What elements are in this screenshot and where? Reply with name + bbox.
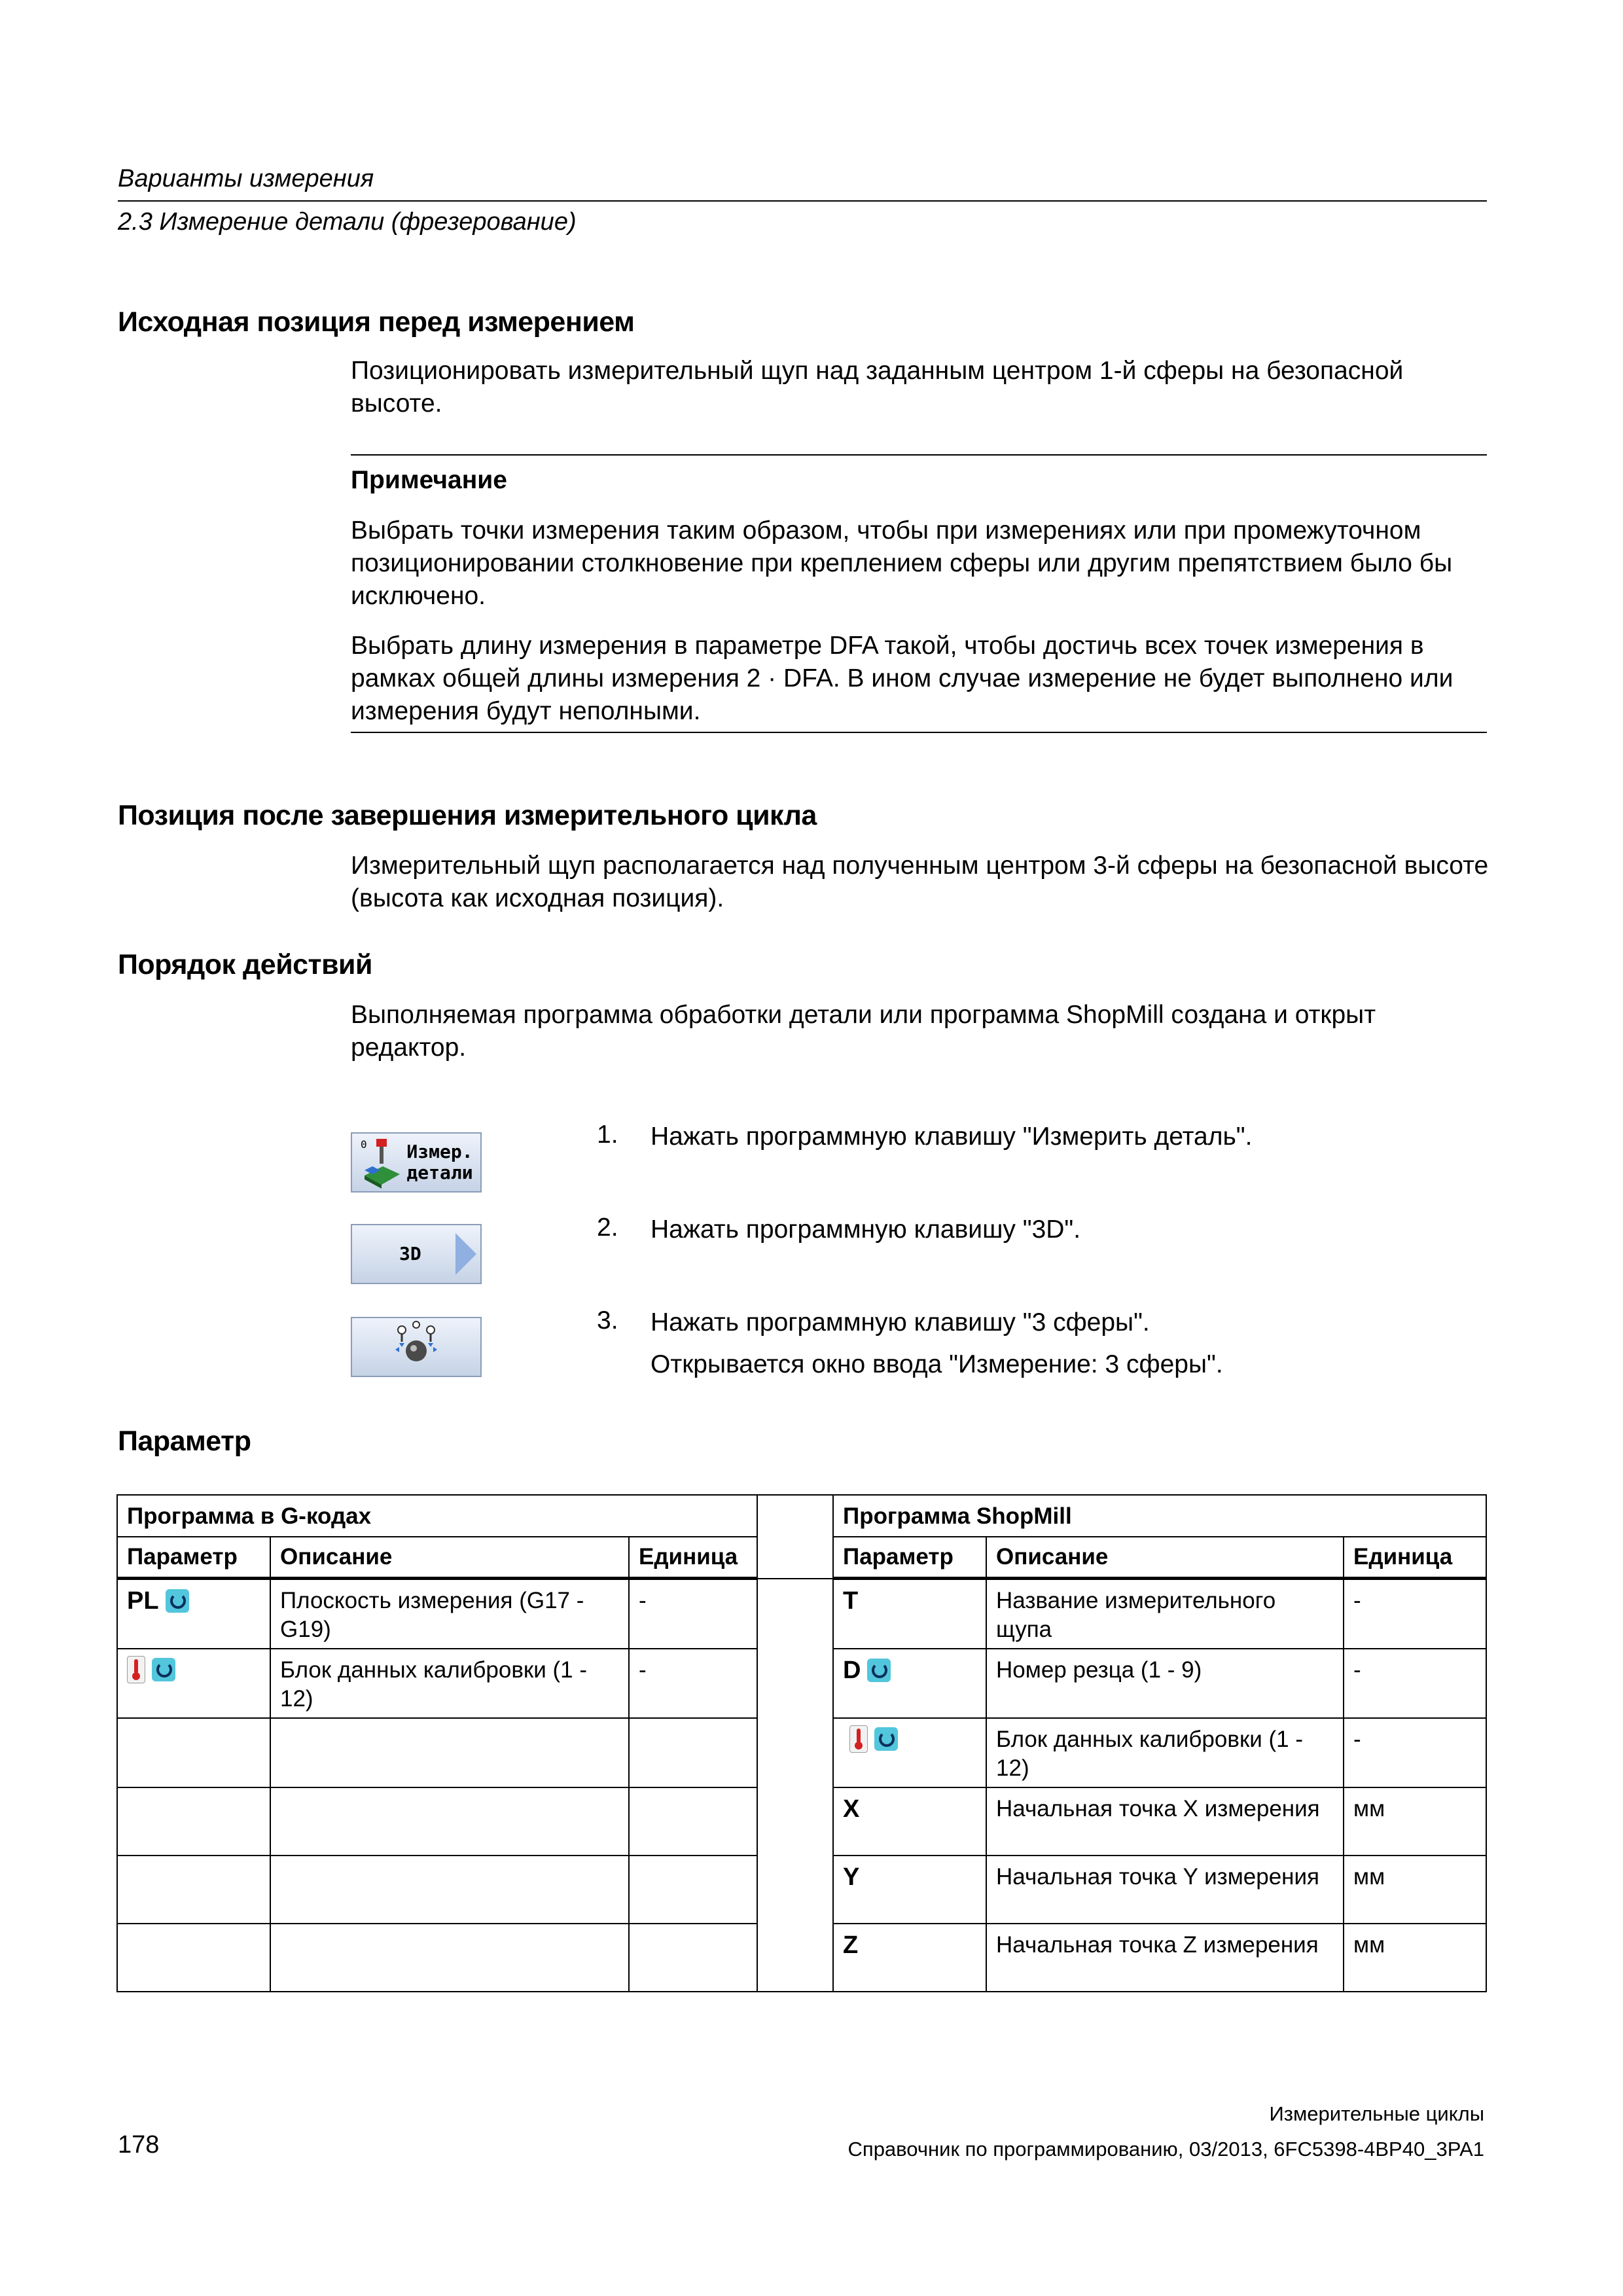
step-3-number: 3.: [597, 1306, 618, 1335]
cycle-toggle-icon: [874, 1727, 898, 1751]
shopmill-calib-unit: -: [1344, 1718, 1486, 1787]
param-pl-unit: -: [629, 1579, 757, 1649]
param-t: T: [843, 1587, 859, 1615]
three-spheres-icon: [390, 1321, 442, 1373]
param-z: Z: [843, 1931, 859, 1959]
heading-start-position: Исходная позиция перед измерением: [118, 306, 635, 338]
note-paragraph-1: Выбрать точки измерения таким образом, чтобы при измерениях или при промежуточном позиционировании столкновение при креплением сферы или другим препятствием было бы исключено.: [351, 516, 1453, 610]
softkey-measure-workpiece[interactable]: [351, 1132, 482, 1193]
table-row: [117, 1579, 1486, 1649]
shopmill-calib-desc: Блок данных калибровки (1 - 12): [986, 1718, 1344, 1787]
step-2-text: Нажать программную клавишу "3D".: [651, 1215, 1081, 1244]
running-header-chapter: Варианты измерения: [118, 165, 374, 192]
svg-text:0: 0: [361, 1138, 368, 1151]
note-paragraph-2: Выбрать длину измерения в параметре DFA такой, чтобы достичь всех точек измерения в рамках общей длины измерения 2 · DFA. В ином случае измерение не будет выполнено или измерения будут неполными.: [351, 632, 1454, 725]
param-x-unit: мм: [1344, 1787, 1486, 1856]
gcode-col-unit: Единица: [629, 1537, 757, 1579]
heading-procedure: Порядок действий: [118, 949, 372, 980]
param-y-desc: Начальная точка Y измерения: [986, 1856, 1344, 1924]
after-cycle-text: Измерительный щуп располагается над полученным центром 3-й сферы на безопасной высоте (высота как исходная позиция).: [351, 852, 1489, 912]
arrow-right-icon: [453, 1228, 479, 1280]
cycle-toggle-icon: [152, 1658, 175, 1681]
param-pl-desc: Плоскость измерения (G17 - G19): [270, 1579, 629, 1649]
step-1-text: Нажать программную клавишу "Измерить деталь".: [651, 1122, 1253, 1151]
note-rule-top: [351, 454, 1487, 456]
softkey-3d[interactable]: [351, 1224, 482, 1284]
step-1-number: 1.: [597, 1121, 618, 1149]
softkey-measure-line1: Измер.: [406, 1141, 473, 1162]
param-t-desc: Название измерительного щупа: [986, 1579, 1344, 1649]
softkey-3-spheres[interactable]: [351, 1317, 482, 1377]
parameter-table: [116, 1494, 1487, 1992]
gcode-col-desc: Описание: [270, 1537, 629, 1579]
param-z-unit: мм: [1344, 1924, 1486, 1992]
softkey-3d-label: 3D: [399, 1243, 421, 1265]
cycle-toggle-icon: [867, 1659, 891, 1682]
shopmill-col-unit: Единица: [1344, 1537, 1486, 1579]
shopmill-col-desc: Описание: [986, 1537, 1344, 1579]
step-3-result: Открывается окно ввода "Измерение: 3 сферы".: [651, 1350, 1223, 1378]
heading-parameters: Параметр: [118, 1426, 251, 1457]
heading-after-cycle: Позиция после завершения измерительного цикла: [118, 800, 817, 831]
param-d: D: [843, 1657, 861, 1684]
start-position-text: Позиционировать измерительный щуп над заданным центром 1-й сферы на безопасной высоте.: [351, 357, 1404, 418]
footer-reference: Справочник по программированию, 03/2013, 6FC5398-4BP40_3PA1: [847, 2138, 1484, 2161]
thermometer-icon: [127, 1656, 145, 1683]
param-d-unit: -: [1344, 1649, 1486, 1718]
gcode-col-param: Параметр: [117, 1537, 270, 1579]
param-calib-unit: -: [629, 1649, 757, 1718]
softkey-measure-line2: детали: [406, 1162, 473, 1183]
table-gap: [757, 1495, 833, 1579]
param-d-desc: Номер резца (1 - 9): [986, 1649, 1344, 1718]
note-rule-bottom: [351, 732, 1487, 733]
param-z-desc: Начальная точка Z измерения: [986, 1924, 1344, 1992]
workpiece-measure-icon: [359, 1136, 401, 1189]
cycle-toggle-icon: [166, 1589, 189, 1613]
param-x: X: [843, 1795, 860, 1823]
procedure-text: Выполняемая программа обработки детали или программа ShopMill создана и открыт редактор.: [351, 1001, 1376, 1062]
page-number: 178: [118, 2131, 160, 2159]
param-x-desc: Начальная точка X измерения: [986, 1787, 1344, 1856]
shopmill-col-param: Параметр: [833, 1537, 986, 1579]
param-calib-desc: Блок данных калибровки (1 - 12): [270, 1649, 629, 1718]
header-rule: [118, 200, 1487, 202]
shopmill-program-header: Программа ShopMill: [833, 1495, 1486, 1537]
param-pl: PL: [127, 1587, 159, 1615]
table-gap-body: [757, 1579, 833, 1992]
param-y: Y: [843, 1863, 860, 1891]
footer-book-title: Измерительные циклы: [1269, 2102, 1484, 2125]
param-t-unit: -: [1344, 1579, 1486, 1649]
note-title: Примечание: [351, 466, 507, 494]
step-3-text: Нажать программную клавишу "3 сферы".: [651, 1308, 1150, 1336]
param-y-unit: мм: [1344, 1856, 1486, 1924]
gcode-program-header: Программа в G-кодах: [117, 1495, 757, 1537]
step-2-number: 2.: [597, 1213, 618, 1242]
thermometer-icon: [849, 1725, 868, 1753]
running-header-section: 2.3 Измерение детали (фрезерование): [118, 208, 577, 236]
